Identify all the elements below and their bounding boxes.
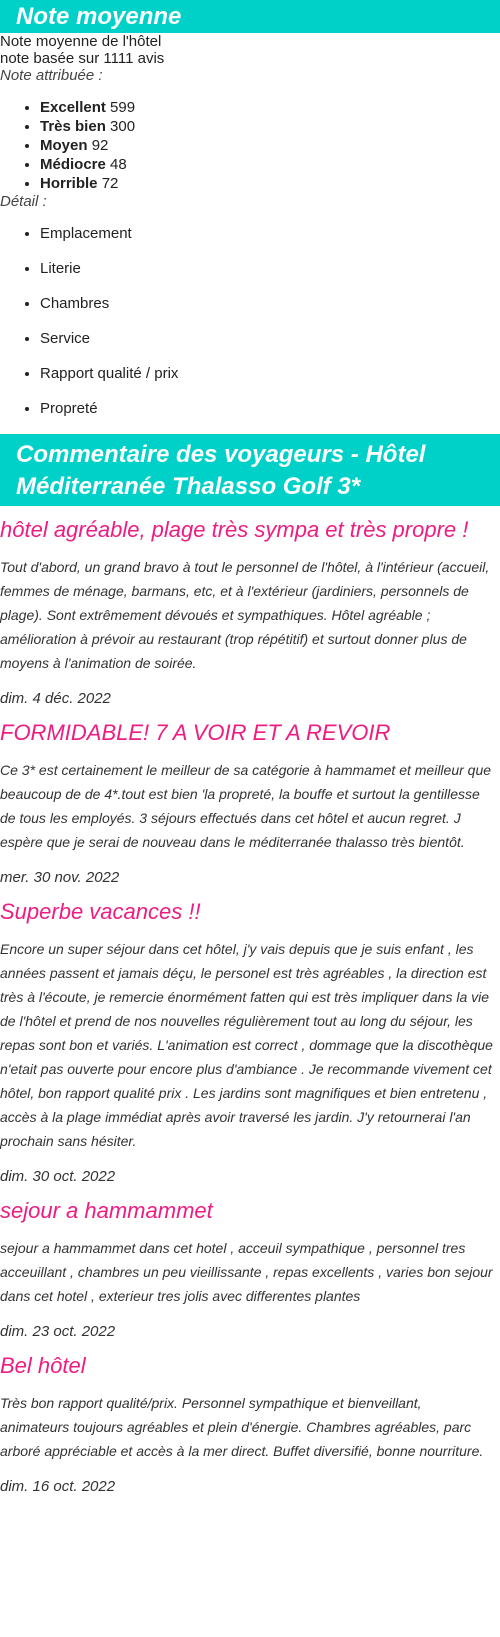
detail-item: • Rapport qualité / prix — [40, 364, 500, 383]
rating-count: 300 — [110, 118, 136, 135]
detail-item: • Literie — [40, 259, 500, 278]
rating-label: Médiocre — [40, 156, 106, 173]
review-title: Superbe vacances !! — [0, 899, 201, 924]
reviews-section-title: Commentaire des voyageurs - Hôtel Méditerranée Thalasso Golf 3* — [0, 434, 500, 506]
rating-item — [40, 98, 500, 117]
review-title: sejour a hammammet — [0, 1198, 213, 1223]
review-card — [0, 515, 500, 709]
detail-item: • Propreté — [40, 399, 500, 418]
rating-label: Moyen — [40, 137, 88, 154]
detail-item: • Chambres — [40, 294, 500, 313]
review-date: dim. 30 oct. 2022 — [0, 1168, 116, 1185]
detail-item: • Emplacement — [40, 224, 500, 243]
review-body: Encore un super séjour dans cet hôtel, j'y vais depuis que je suis enfant , les années passent et jamais déçu, le personel est très agréables , la direction est très à l'écoute, je remercie énormément fatten qui est très impliquer dans la vie de l'hôtel et prend de nos nouvelles régulièrement tout au long du séjour, les repas sont bon et variés. L'animation est correct , dommage que la discothèque n'etait pas ouverte pour encore plus d'ambiance . Je recommande vivement cet hôtel, bon rapport qualité prix . Les jardins sont magnifiques et bien entretenu , accès à la plage immédiat après avoir traversé les jardin. J'y retournerai l'an prochain sans hésiter. — [0, 941, 493, 1149]
review-body: Tout d'abord, un grand bravo à tout le personnel de l'hôtel, à l'intérieur (accueil, femmes de ménage, barmans, etc, et à l'extérieur (jardiniers, personnels de plage). Sont extrêmement dévoués et sympathiques. Hôtel agréable ; amélioration à prévoir au restaurant (trop répétitif) et surtout donner plus de moyens à l'animation de soirée. — [0, 559, 490, 671]
review-count-text: note basée sur 1111 avis — [0, 50, 165, 67]
review-card — [0, 718, 500, 888]
note-section-title: Note moyenne — [0, 0, 500, 33]
detail-label: Détail : — [0, 193, 47, 210]
rating-item — [40, 136, 500, 155]
review-card — [0, 1351, 500, 1497]
review-date: dim. 16 oct. 2022 — [0, 1478, 116, 1495]
review-title: hôtel agréable, plage très sympa et très propre ! — [0, 517, 469, 542]
rating-count: 48 — [110, 156, 127, 173]
rating-label: Très bien — [40, 118, 106, 135]
review-body: Très bon rapport qualité/prix. Personnel sympathique et bienveillant, animateurs toujours agréables et plein d'énergie. Chambres agréables, parc arboré appréciable et accès à la mer direct. Buffet diversifié, bonne nourriture. — [0, 1395, 484, 1459]
detail-criteria-list — [0, 224, 500, 418]
review-date: dim. 4 déc. 2022 — [0, 690, 111, 707]
rating-count: 72 — [101, 175, 119, 192]
review-title: FORMIDABLE! 7 A VOIR ET A REVOIR — [0, 720, 391, 745]
rating-item — [40, 174, 500, 193]
rating-item — [40, 155, 500, 174]
review-title: Bel hôtel — [0, 1353, 86, 1378]
attributed-label: Note attribuée : — [0, 67, 103, 84]
rating-label: Excellent — [40, 99, 106, 116]
rating-label: Horrible — [40, 175, 98, 192]
rating-distribution-list — [0, 98, 500, 193]
rating-item — [40, 117, 500, 136]
review-date: mer. 30 nov. 2022 — [0, 869, 120, 886]
hotel-rating-subtitle: Note moyenne de l'hôtel — [0, 33, 162, 50]
review-card — [0, 1196, 500, 1342]
review-card — [0, 897, 500, 1187]
rating-count: 92 — [91, 137, 109, 154]
review-date: dim. 23 oct. 2022 — [0, 1323, 116, 1340]
review-body: Ce 3* est certainement le meilleur de sa catégorie à hammamet et meilleur que beaucoup de de 4*.tout est bien 'la propreté, la bouffe et surtout la gentillesse de tous les employés. 3 séjours effectués dans cet hôtel et aucun regret. J espère que je serai de nouveau dans le méditerranée thalasso très bientôt. — [0, 762, 492, 850]
rating-count: 599 — [110, 99, 136, 116]
detail-item: • Service — [40, 329, 500, 348]
review-body: sejour a hammammet dans cet hotel , acceuil sympathique , personnel tres acceuillant , chambres un peu vieillissante , repas excellents , varies bon sejour dans cet hotel , exterieur tres jolis avec differentes plantes — [0, 1240, 493, 1304]
